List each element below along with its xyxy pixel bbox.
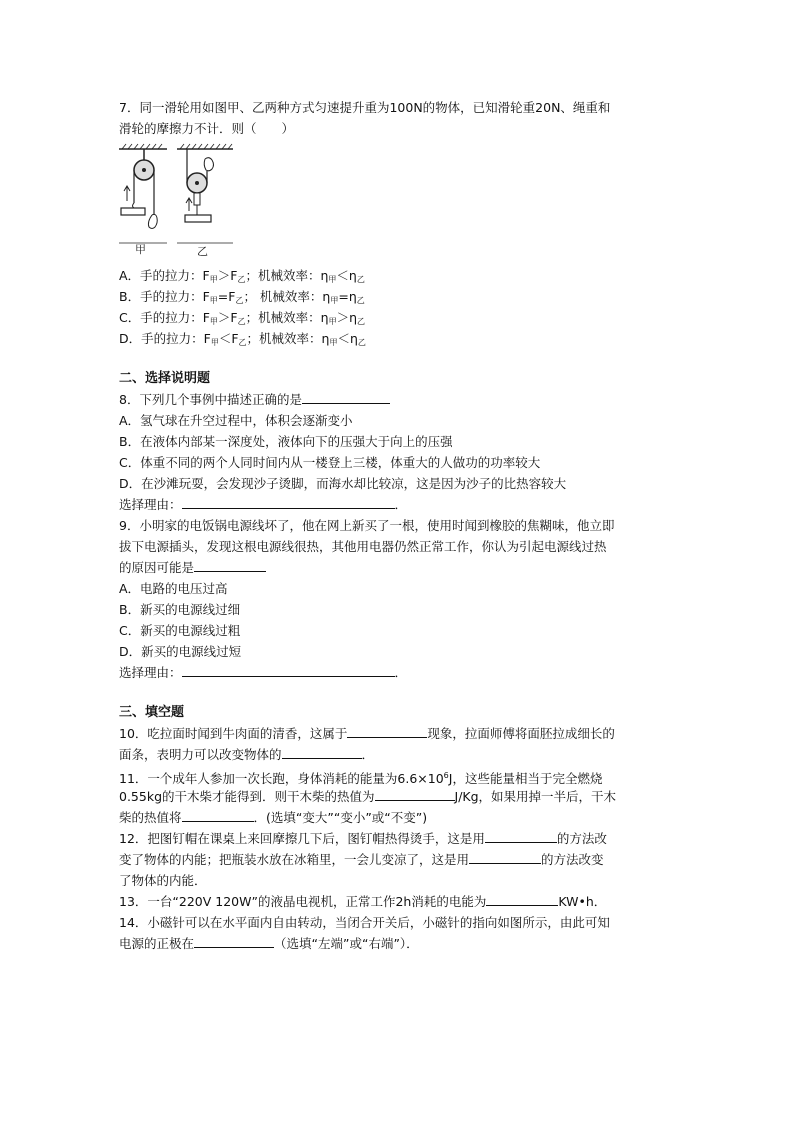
- q7-b-text4: =η: [338, 289, 357, 304]
- q12-blank1[interactable]: [485, 829, 557, 843]
- q9-reason: [119, 662, 407, 683]
- q8-reason: [119, 494, 407, 515]
- q7-d-sub2: 乙: [238, 338, 247, 347]
- q7-d-text3: ；机械效率：η: [246, 331, 330, 346]
- q13-text1: 13．一台“220V 120W”的液晶电视机，正常工作2h消耗的电能为: [119, 894, 487, 909]
- q14-text2: 电源的正极在: [119, 936, 195, 951]
- q7-d-sub3: 甲: [329, 338, 338, 347]
- q7-b-sub3: 甲: [330, 296, 339, 305]
- q11-text3: 0.55kg的干木柴才能得到．则干木柴的热值为: [119, 789, 375, 804]
- q8-stem: [119, 389, 390, 410]
- q11-blank1[interactable]: [375, 787, 455, 801]
- q9-answer-blank[interactable]: [194, 558, 266, 572]
- q7-stem-line1: 7．同一滑轮用如图甲、乙两种方式匀速提升重为100N的物体，已知滑轮重20N、绳重和: [119, 100, 611, 115]
- q8-option-c: C．体重不同的两个人同时间内从一楼登上三楼，体重大的人做功的功率较大: [119, 455, 541, 470]
- q7-c-text3: ；机械效率：η: [245, 310, 329, 325]
- q9-option-b: B．新买的电源线过细: [119, 602, 241, 617]
- q7-b-sub2: 乙: [235, 296, 244, 305]
- q12-line3: 了物体的内能．: [119, 873, 207, 888]
- q7-c-sub2: 乙: [237, 317, 246, 326]
- q13-line: [119, 891, 606, 912]
- q7-a-sub4: 乙: [356, 275, 365, 284]
- q12-text2: 的方法改: [556, 831, 607, 846]
- q7-a-text: A．手的拉力：F: [119, 268, 210, 283]
- q7-c-text4: ＞η: [336, 310, 357, 325]
- q9-option-a: A．电路的电压过高: [119, 581, 228, 596]
- q11-text6: ．(选填“变大”“变小”或“不变”): [253, 810, 428, 825]
- q9-reason-end: ．: [394, 665, 408, 680]
- q7-c-sub4: 乙: [357, 317, 365, 326]
- pulley-figure: [117, 143, 237, 263]
- section-3-title: 三、填空题: [119, 705, 185, 720]
- q10-text2: 现象，拉面师傅将面胚拉成细长的: [427, 726, 615, 741]
- q7-a-sub3: 甲: [328, 275, 337, 284]
- q12-line1: [119, 828, 607, 849]
- q9-reason-blank[interactable]: [182, 663, 395, 677]
- q7-c-text2: ＞F: [217, 310, 238, 325]
- q7-stem-line2: 滑轮的摩擦力不计．则（ ）: [119, 121, 295, 136]
- q11-text1: 11．一个成年人参加一次长跑，身体消耗的能量为6.6×10: [119, 771, 444, 786]
- q8-answer-blank[interactable]: [302, 390, 390, 404]
- q7-c-sub1: 甲: [209, 317, 218, 326]
- q9-reason-label: 选择理由：: [119, 665, 182, 680]
- q11-line2: [119, 786, 616, 807]
- q10-line1: [119, 723, 615, 744]
- q7-b-text: B．手的拉力：F: [119, 289, 210, 304]
- q11-text4: J/Kg，如果用掉一半后，干木: [454, 789, 617, 804]
- figure-label-jia: 甲: [135, 243, 146, 256]
- q7-a-text3: ；机械效率：η: [245, 268, 329, 283]
- q8-option-a: A．氢气球在升空过程中，体积会逐渐变小: [119, 413, 353, 428]
- q9-option-c: C．新买的电源线过粗: [119, 623, 241, 638]
- q7-a-sub1: 甲: [209, 275, 218, 284]
- q11-text2: J，这些能量相当于完全燃烧: [448, 771, 603, 786]
- q12-blank2[interactable]: [469, 850, 541, 864]
- q7-a-sub2: 乙: [237, 275, 246, 284]
- q12-line2: [119, 849, 604, 870]
- q7-option-d: [119, 328, 366, 353]
- figure-label-yi: 乙: [197, 245, 208, 258]
- q11-line3: [119, 807, 427, 828]
- q7-d-sub1: 甲: [210, 338, 219, 347]
- q14-blank[interactable]: [194, 934, 274, 948]
- q14-text3: （选填“左端”或“右端”）．: [274, 936, 419, 951]
- q7-d-sub4: 乙: [357, 338, 366, 347]
- q10-text1: 10．吃拉面时闻到牛肉面的清香，这属于: [119, 726, 348, 741]
- q8-reason-label: 选择理由：: [119, 497, 182, 512]
- q7-c-sub3: 甲: [328, 317, 337, 326]
- q7-a-text2: ＞F: [217, 268, 238, 283]
- q7-b-text2: =F: [217, 289, 236, 304]
- q8-option-b: B．在液体内部某一深度处，液体向下的压强大于向上的压强: [119, 434, 453, 449]
- q13-text2: KW•h．: [558, 894, 607, 909]
- q7-d-text: D．手的拉力：F: [119, 331, 211, 346]
- q10-blank2[interactable]: [282, 745, 362, 759]
- q9-stem3-text: 的原因可能是: [119, 560, 195, 575]
- q7-d-text4: ＜η: [337, 331, 358, 346]
- q10-text3: 面条，表明力可以改变物体的: [119, 747, 282, 762]
- q11-text5: 柴的热值将: [119, 810, 182, 825]
- q10-blank1[interactable]: [347, 724, 427, 738]
- q7-b-sub1: 甲: [209, 296, 218, 305]
- q9-stem-line2: 拔下电源插头，发现这根电源线很热，其他用电器仍然正常工作，你认为引起电源线过热: [119, 539, 607, 554]
- q10-line2: [119, 744, 374, 765]
- q9-stem-line3: [119, 557, 266, 578]
- q8-reason-end: ．: [394, 497, 408, 512]
- q7-b-text3: ； 机械效率：η: [243, 289, 331, 304]
- q7-c-text: C．手的拉力：F: [119, 310, 210, 325]
- q10-text4: ．: [361, 747, 375, 762]
- q12-text3: 变了物体的内能；把瓶装水放在冰箱里，一会儿变凉了，这是用: [119, 852, 470, 867]
- q11-blank2[interactable]: [182, 808, 254, 822]
- q14-line2: [119, 933, 419, 954]
- section-2-title: 二、选择说明题: [119, 371, 211, 386]
- q12-text1: 12．把图钉帽在课桌上来回摩擦几下后，图钉帽热得烫手，这是用: [119, 831, 485, 846]
- q8-reason-blank[interactable]: [182, 495, 395, 509]
- q8-option-d: D．在沙滩玩耍，会发现沙子烫脚，而海水却比较凉，这是因为沙子的比热容较大: [119, 476, 567, 491]
- q7-a-text4: ＜η: [336, 268, 357, 283]
- q9-option-d: D．新买的电源线过短: [119, 644, 242, 659]
- q7-d-text2: ＜F: [218, 331, 239, 346]
- q8-stem-text: 8．下列几个事例中描述正确的是: [119, 392, 302, 407]
- q7-b-sub4: 乙: [356, 296, 365, 305]
- q12-text4: 的方法改变: [541, 852, 604, 867]
- q14-line1: 14．小磁针可以在水平面内自由转动，当闭合开关后，小磁针的指向如图所示，由此可知: [119, 915, 610, 930]
- q11-exponent: 6: [443, 771, 449, 780]
- q13-blank[interactable]: [486, 892, 558, 906]
- q9-stem-line1: 9．小明家的电饭锅电源线坏了，他在网上新买了一根，使用时闻到橡胶的焦糊味，他立即: [119, 518, 615, 533]
